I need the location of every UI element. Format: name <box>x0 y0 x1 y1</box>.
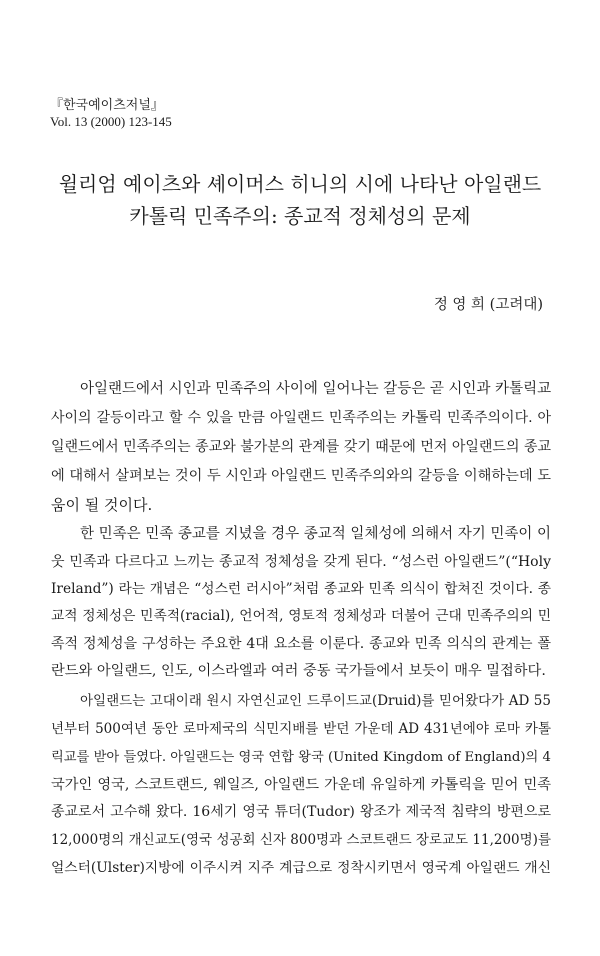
body-line: 12,000명의 개신교도(영국 성공회 신자 800명과 스코트랜드 장로교도 11,200명)를 <box>51 832 551 848</box>
body-line: 웃 민족과 다르다고 느끼는 종교적 정체성을 갖게 된다. “성스런 아일랜드”(“Holy <box>51 554 551 570</box>
body-line: Ireland”) 라는 개념은 “성스런 러시아”처럼 종교와 민족 의식이 합쳐진 것이다. 종 <box>51 581 551 597</box>
journal-issue: Vol. 13 (2000) 123-145 <box>50 114 172 129</box>
body-line: 아일랜드는 고대이래 원시 자연신교인 드루이드교(Druid)를 믿어왔다가 AD 55 <box>80 693 551 709</box>
article-title-line-2: 카톨릭 민족주의: 종교적 정체성의 문제 <box>129 204 471 228</box>
body-line: 족적 정체성을 구성하는 주요한 4대 요소를 이룬다. 종교와 민족 의식의 관계는 폴 <box>51 636 551 652</box>
author-byline: 정 영 희 (고려대) <box>433 297 543 313</box>
journal-name: 『한국예이츠저널』 <box>50 98 164 113</box>
body-line: 얼스터(Ulster)지방에 이주시켜 지주 계급으로 정착시키면서 영국계 아일랜드 개신 <box>51 860 551 876</box>
body-line: 란드와 아일랜드, 인도, 이스라엘과 여러 중동 국가들에서 보듯이 매우 밀접하다. <box>51 663 546 679</box>
body-line: 한 민족은 민족 종교를 지녔을 경우 종교적 일체성에 의해서 자기 민족이 이 <box>80 526 551 542</box>
body-line: 일랜드에서 민족주의는 종교와 불가분의 관계를 갖기 때문에 먼저 아일랜드의 종교 <box>51 439 551 455</box>
body-line: 사이의 갈등이라고 할 수 있을 만큼 아일랜드 민족주의는 카톨릭 민족주의이다. 아 <box>51 410 551 426</box>
body-line: 교적 정체성은 민족적(racial), 언어적, 영토적 정체성과 더불어 근대 민족주의의 민 <box>51 608 551 624</box>
body-line: 아일랜드에서 시인과 민족주의 사이에 일어나는 갈등은 곧 시인과 카톨릭교 <box>80 381 552 397</box>
body-line: 년부터 500여년 동안 로마제국의 식민지배를 받던 가운데 AD 431년에야 로마 카톨 <box>51 721 551 737</box>
body-line: 종교로서 고수해 왔다. 16세기 영국 튜더(Tudor) 왕조가 제국적 침략의 방편으로 <box>51 804 551 820</box>
body-line: 움이 될 것이다. <box>51 496 153 514</box>
body-line: 국가인 영국, 스코트랜드, 웨일즈, 아일랜드 가운데 유일하게 카톨릭을 믿어 민족 <box>51 777 551 793</box>
article-title-line-1: 윌리엄 예이츠와 셰이머스 히니의 시에 나타난 아일랜드 <box>58 172 542 196</box>
body-line: 에 대해서 살펴보는 것이 두 시인과 아일랜드 민족주의와의 갈등을 이해하는데 도 <box>51 468 551 484</box>
body-line: 릭교를 받아 들였다. 아일랜드는 영국 연합 왕국 (United Kingdom of England)의 4 <box>51 750 551 765</box>
